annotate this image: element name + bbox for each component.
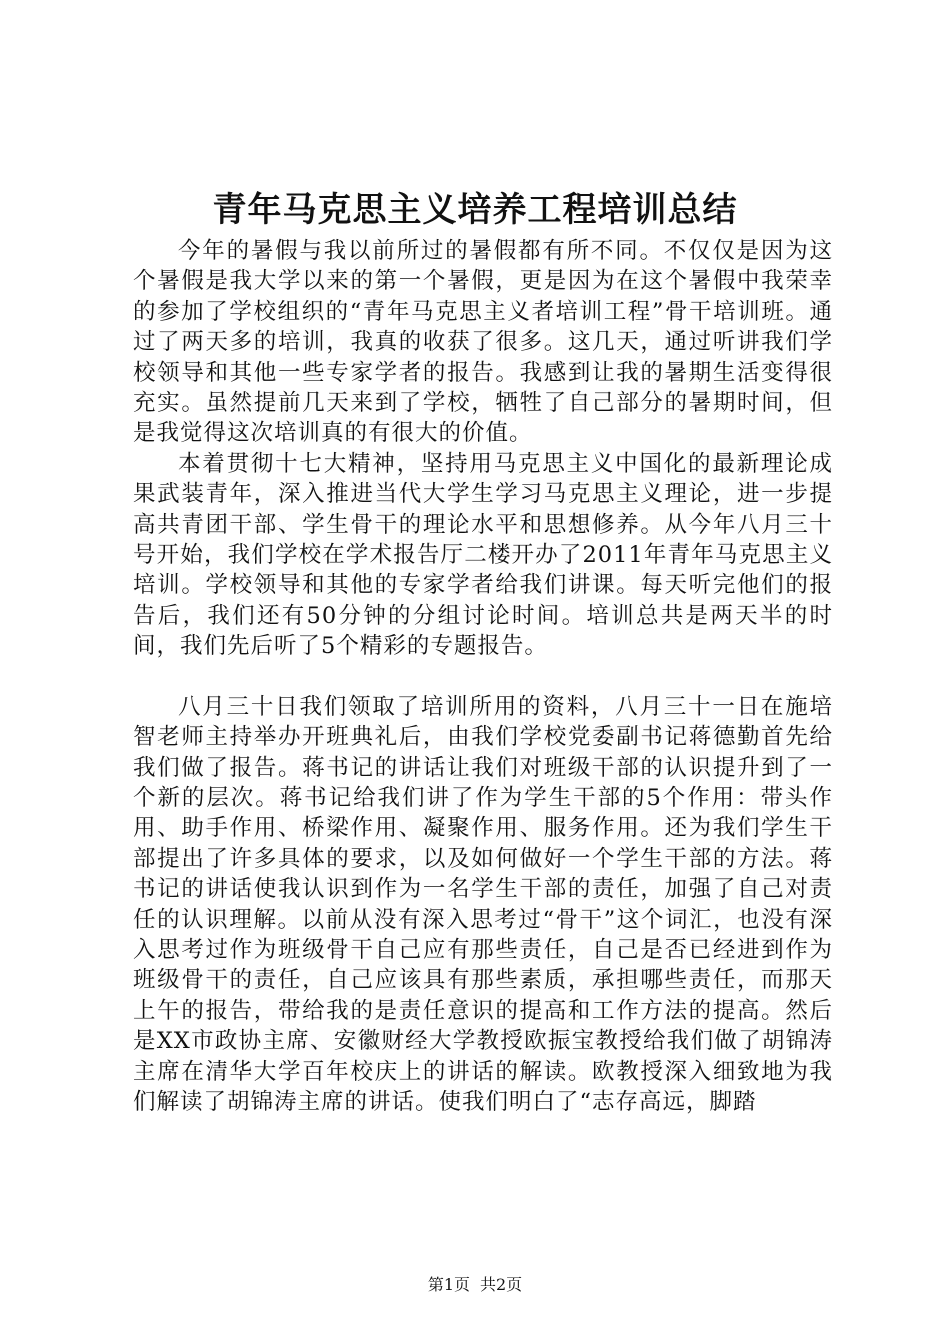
paragraph-1: 今年的暑假与我以前所过的暑假都有所不同。不仅仅是因为这个暑假是我大学以来的第一个暑假，更是因为在这个暑假中我荣幸的参加了学校组织的“青年马克思主义者培训工程”骨干培训班。通过了两天多的培训，我真的收获了很多。这几天，通过听讲我们学校领导和其他一些专家学者的报告。我感到让我的暑期生活变得很充实。虽然提前几天来到了学校，牺牲了自己部分的暑期时间，但是我觉得这次培训真的有很大的价值。 [133,238,833,447]
page-number: 第1页 [427,1275,470,1294]
page-total: 共2页 [480,1275,523,1294]
page-footer [0,1275,950,1295]
document-title: 青年马克思主义培养工程培训总结 [212,190,738,230]
paragraph-2: 本着贯彻十七大精神，坚持用马克思主义中国化的最新理论成果武装青年，深入推进当代大学生学习马克思主义理论，进一步提高共青团干部、学生骨干的理论水平和思想修养。从今年八月三十号开始，我们学校在学术报告厅二楼开办了2011年青年马克思主义培训。学校领导和其他的专家学者给我们讲课。每天听完他们的报告后，我们还有50分钟的分组讨论时间。培训总共是两天半的时间，我们先后听了5个精彩的专题报告。 [133,450,833,660]
document-body [133,236,833,1117]
paragraph-3: 八月三十日我们领取了培训所用的资料，八月三十一日在施培智老师主持举办开班典礼后，由我们学校党委副书记蒋德勤首先给我们做了报告。蒋书记的讲话让我们对班级干部的认识提升到了一个新的层次。蒋书记给我们讲了作为学生干部的5个作用：带头作用、助手作用、桥梁作用、凝聚作用、服务作用。还为我们学生干部提出了许多具体的要求，以及如何做好一个学生干部的方法。蒋书记的讲话使我认识到作为一名学生干部的责任，加强了自己对责任的认识理解。以前从没有深入思考过“骨干”这个词汇，也没有深入思考过作为班级骨干自己应有那些责任，自己是否已经进到作为班级骨干的责任，自己应该具有那些素质，承担哪些责任，而那天上午的报告，带给我的是责任意识的提高和工作方法的提高。然后是XX市政协主席、安徽财经大学教授欧振宝教授给我们做了胡锦涛主席在清华大学百年校庆上的讲话的解读。欧教授深入细致地为我们解读了胡锦涛主席的讲话。使我们明白了“志存高远，脚踏 [133,693,833,1115]
